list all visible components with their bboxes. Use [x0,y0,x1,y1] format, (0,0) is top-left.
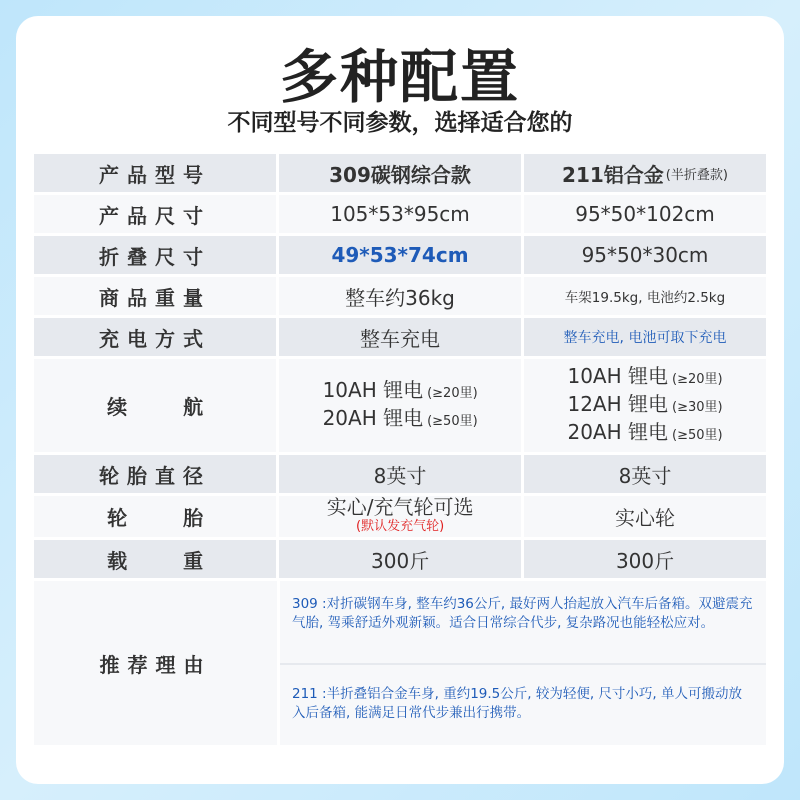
row-label-folded: 折叠尺寸 [34,236,276,274]
range-211-item: 10AH 锂电 (≥20里) [567,363,723,388]
table-row-folded [34,236,766,274]
tire-309 [279,496,521,537]
table-row-size [34,195,766,233]
range-211 [524,359,766,452]
model-309-header: 309碳钢综合款 [279,154,521,192]
range-211-item: 20AH 锂电 (≥50里) [567,419,723,444]
range-309-item: 20AH 锂电 (≥50里) [322,405,478,430]
weight-309: 整车约36kg [279,277,521,315]
model-211-note: (半折叠款) [665,167,728,183]
reason-211: 211 :半折叠铝合金车身, 重约19.5公斤, 较为轻便, 尺寸小巧, 单人可搬动放入后备箱, 能满足日常代步兼出行携带。 [280,663,766,745]
table-row-range [34,359,766,452]
reason-309: 309 :对折碳钢车身, 整车约36公斤, 最好两人抬起放入汽车后备箱。双避震充气胎, 驾乘舒适外观新颖。适合日常综合代步, 复杂路况也能轻松应对。 [292,596,753,631]
tire-211: 实心轮 [524,496,766,537]
reason-box [280,581,766,745]
model-211-name: 211铝合金 [562,162,664,187]
tire-309-note: (默认发充气轮) [356,518,445,534]
row-label-weight: 商品重量 [34,277,276,315]
table-row-model [34,154,766,192]
table-row-weight [34,277,766,315]
model-211-header [524,154,766,192]
load-309: 300斤 [279,540,521,578]
load-211: 300斤 [524,540,766,578]
wheel-diameter-211: 8英寸 [524,455,766,493]
spec-table [34,154,766,748]
row-label-size: 产品尺寸 [34,195,276,233]
row-label-load: 载重 [34,540,276,578]
charging-211: 整车充电, 电池可取下充电 [524,318,766,356]
table-row-tire [34,496,766,537]
charging-309: 整车充电 [279,318,521,356]
page-subtitle: 不同型号不同参数，选择适合您的 [227,110,573,136]
row-label-range: 续航 [34,359,276,452]
row-label-model: 产品型号 [34,154,276,192]
table-row-charging [34,318,766,356]
tire-309-value: 实心/充气轮可选 [326,494,474,519]
range-211-item: 12AH 锂电 (≥30里) [567,391,723,416]
table-row-reason [34,581,766,745]
row-label-charging: 充电方式 [34,318,276,356]
table-row-load [34,540,766,578]
range-309-item: 10AH 锂电 (≥20里) [322,377,478,402]
row-label-tire: 轮胎 [34,496,276,537]
wheel-diameter-309: 8英寸 [279,455,521,493]
folded-211: 95*50*30cm [524,236,766,274]
size-309: 105*53*95cm [279,195,521,233]
page-title: 多种配置 [279,43,520,111]
row-label-wheel-diameter: 轮胎直径 [34,455,276,493]
weight-211: 车架19.5kg, 电池约2.5kg [524,277,766,315]
row-label-reason: 推荐理由 [34,581,277,745]
range-309 [279,359,521,452]
folded-309: 49*53*74cm [279,236,521,274]
size-211: 95*50*102cm [524,195,766,233]
table-row-wheel-diameter [34,455,766,493]
